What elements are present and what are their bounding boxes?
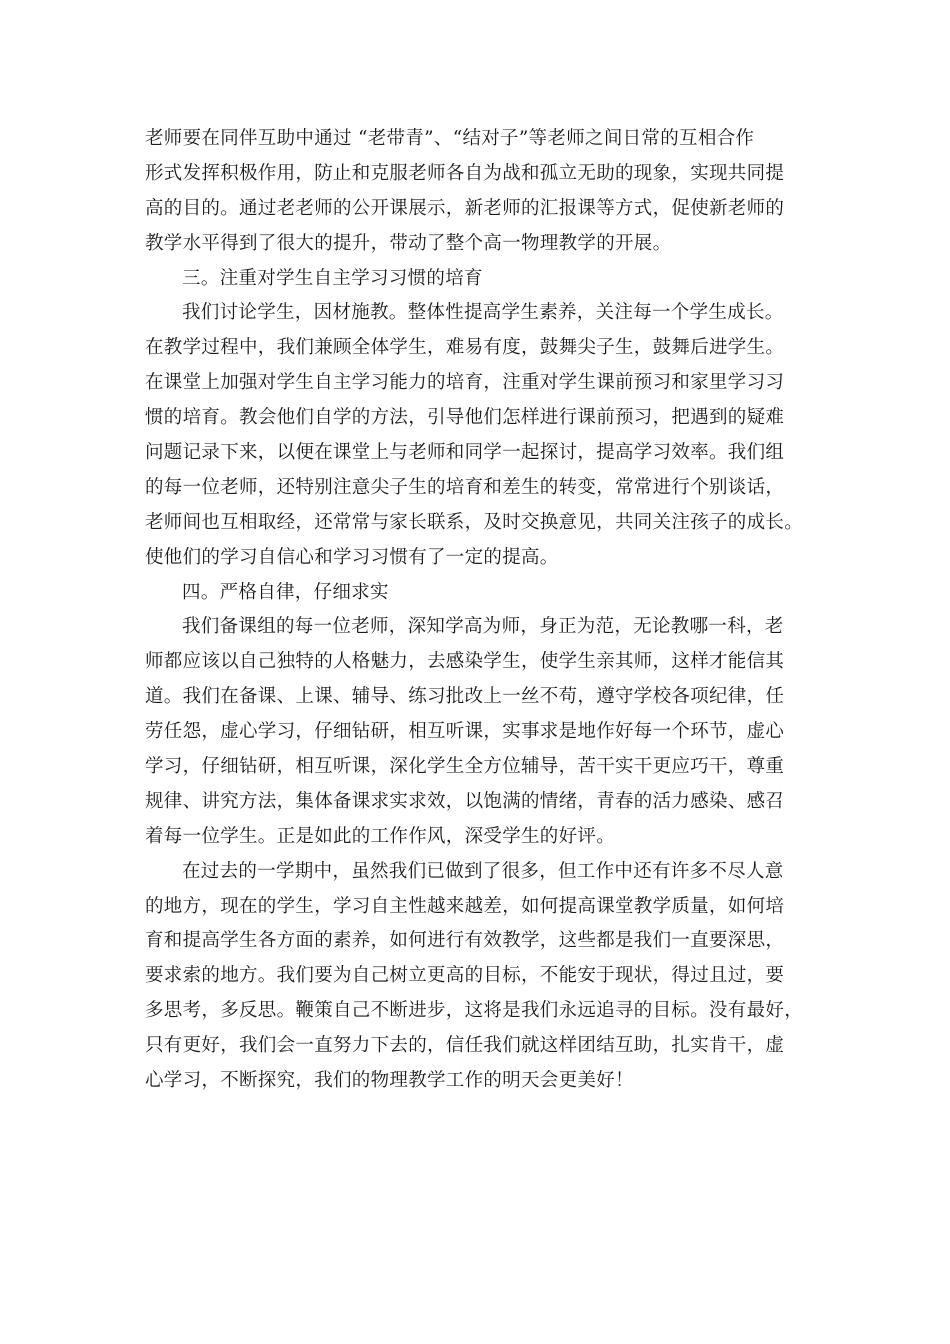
text-line: 规律、讲究方法，集体备课求实求效，以饱满的情绪，青春的活力感染、感召 xyxy=(145,790,785,812)
text-line: 形式发挥积极作用，防止和克服老师各自为战和孤立无助的现象，实现共同提 xyxy=(145,162,785,184)
text-line: 使他们的学习自信心和学习习惯有了一定的提高。 xyxy=(145,546,559,568)
paragraph-first-line: 四。严格自律，仔细求实 xyxy=(182,581,389,603)
text-line: 在课堂上加强对学生自主学习能力的培育，注重对学生课前预习和家里学习习 xyxy=(145,372,785,394)
text-line: 教学水平得到了很大的提升，带动了整个高一物理教学的开展。 xyxy=(145,232,672,254)
paragraph-first-line: 我们讨论学生，因材施教。整体性提高学生素养，关注每一个学生成长。 xyxy=(182,302,784,324)
text-line: 问题记录下来，以便在课堂上与老师和同学一起探讨，提高学习效率。我们组 xyxy=(145,442,785,464)
paragraph-first-line: 在过去的一学期中，虽然我们已做到了很多，但工作中还有许多不尽人意 xyxy=(182,860,784,882)
text-line: 心学习，不断探究，我们的物理教学工作的明天会更美好！ xyxy=(145,1070,634,1092)
text-line: 育和提高学生各方面的素养，如何进行有效教学，这些都是我们一直要深思， xyxy=(145,930,785,952)
text-line: 多思考，多反思。鞭策自己不断进步，这将是我们永远追寻的目标。没有最好， xyxy=(145,1000,804,1022)
text-line: 老师要在同伴互助中通过 “老带青”、“结对子”等老师之间日常的互相合作 xyxy=(145,128,755,149)
text-line: 学习，仔细钻研，相互听课，深化学生全方位辅导，苦干实干更应巧干，尊重 xyxy=(145,756,785,778)
text-line: 高的目的。通过老老师的公开课展示，新老师的汇报课等方式，促使新老师的 xyxy=(145,197,785,219)
text-line: 在教学过程中，我们兼顾全体学生，难易有度，鼓舞尖子生，鼓舞后进学生。 xyxy=(145,337,785,359)
paragraph-first-line: 我们备课组的每一位老师，深知学高为师，身正为范，无论教哪一科，老 xyxy=(182,616,784,638)
paragraph-first-line: 三。注重对学生自主学习习惯的培育 xyxy=(182,267,483,289)
text-line: 只有更好，我们会一直努力下去的，信任我们就这样团结互助，扎实肯干，虚 xyxy=(145,1035,785,1057)
text-line: 师都应该以自己独特的人格魅力，去感染学生，使学生亲其师，这样才能信其 xyxy=(145,651,785,673)
text-line: 着每一位学生。正是如此的工作作风，深受学生的好评。 xyxy=(145,825,616,847)
text-line: 的每一位老师，还特别注意尖子生的培育和差生的转变，常常进行个别谈话， xyxy=(145,476,785,498)
text-line: 惯的培育。教会他们自学的方法，引导他们怎样进行课前预习，把遇到的疑难 xyxy=(145,407,785,429)
text-line: 劳任怨，虚心学习，仔细钻研，相互听课，实事求是地作好每一个环节，虚心 xyxy=(145,721,785,743)
document-body xyxy=(145,122,813,1099)
text-line: 要求索的地方。我们要为自己树立更高的目标，不能安于现状，得过且过，要 xyxy=(145,965,785,987)
text-line: 老师间也互相取经，还常常与家长联系，及时交换意见，共同关注孩子的成长。 xyxy=(145,511,804,533)
text-line: 的地方，现在的学生，学习自主性越来越差，如何提高课堂教学质量，如何培 xyxy=(145,895,785,917)
text-line: 道。我们在备课、上课、辅导、练习批改上一丝不苟，遵守学校各项纪律，任 xyxy=(145,686,785,708)
